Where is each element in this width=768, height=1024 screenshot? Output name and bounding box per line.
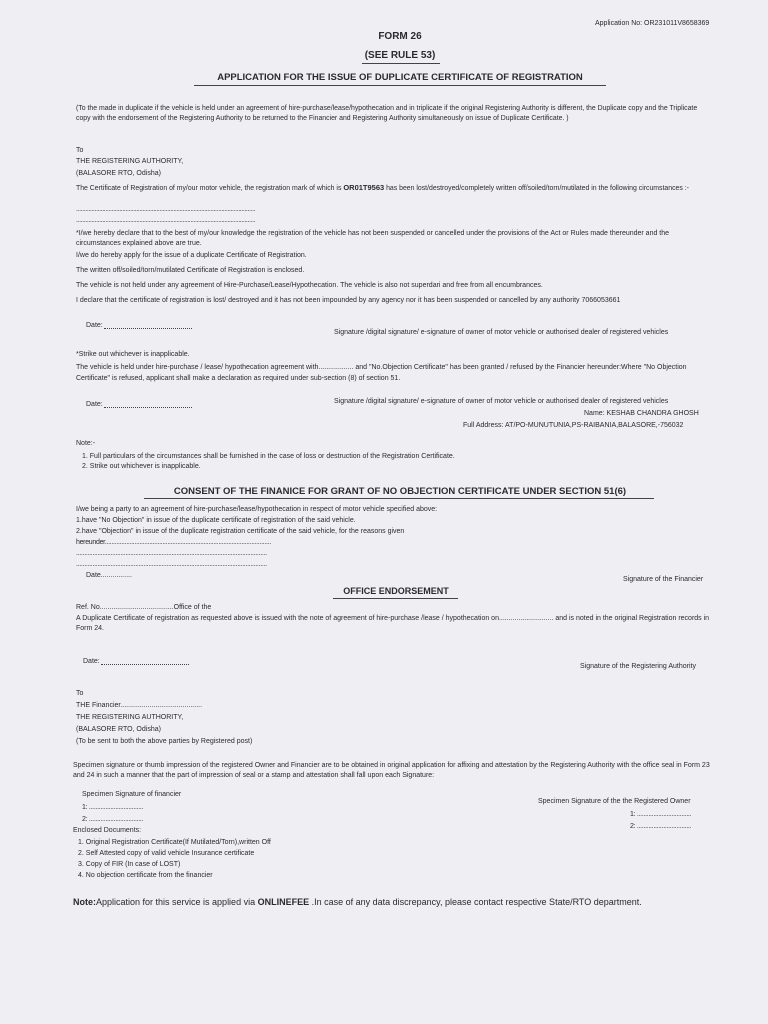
date-label-3: Date: <box>83 658 100 665</box>
specimen-owner-title: Specimen Signature of the the Registered Owner <box>538 798 691 805</box>
application-number: Application No: OR231011V8658369 <box>595 20 710 27</box>
consent-line-4: hereunder..................................................................................................... <box>76 539 271 546</box>
strike-out-note: *Strike out whichever is inapplicable. <box>76 351 190 358</box>
date-line-3 <box>101 664 189 665</box>
owner-signature-caption-1: Signature /digital signature/ e-signature of owner of motor vehicle or authorised dealer of registered vehicles <box>334 329 669 336</box>
form-title: FORM 26 <box>378 31 422 42</box>
note-title: Note:- <box>76 440 96 447</box>
final-note <box>73 896 642 908</box>
rto-line: (BALASORE RTO, Odisha) <box>76 170 161 177</box>
specimen-financier-title: Specimen Signature of financier <box>82 791 182 798</box>
reference-number: Ref. No......................................Office of the <box>76 604 212 611</box>
lost-statement: I declare that the certificate of registration is lost/ destroyed and it has not been impounded by any agency nor it has been suspended or cancelled by any authority 7066053661 <box>76 297 621 304</box>
enclosed-item-2: 2. Self Attested copy of valid vehicle Insurance certificate <box>78 850 255 857</box>
note-item-2: 2. Strike out whichever is inapplicable. <box>82 463 201 470</box>
consent-line-3: 2.have "Objection" in issue of the duplicate registration certificate of the said vehicle, for the reasons given <box>76 528 405 535</box>
date-label-1: Date: <box>86 322 103 329</box>
enclosed-statement: The written off/soiled/torn/mutilated Certificate of Registration is enclosed. <box>76 267 305 274</box>
circumstance-dots-1: .................................................................................................................... <box>76 206 256 213</box>
circumstance-dots-2: .................................................................................................................... <box>76 217 256 224</box>
enclosed-item-4: 4. No objection certificate from the financier <box>78 872 213 879</box>
registration-mark: OR01T9563 <box>343 183 385 192</box>
consent-line-2: 1.have "No Objection" in issue of the duplicate certificate of registration of the said vehicle. <box>76 517 356 524</box>
endorsement-title-underline <box>333 598 458 599</box>
consent-title: CONSENT OF THE FINANICE FOR GRANT OF NO OBJECTION CERTIFICATE UNDER SECTION 51(6) <box>173 486 627 497</box>
date-line-1 <box>104 328 192 329</box>
intro-paragraph: (To the made in duplicate if the vehicle is held under an agreement of hire-purchase/lease/hypothecation and in triplicate if the original Registering Authority is different, the Duplicate copy and the Triplicate copy with the endorsement of the Registering Authority to be returned to the Financier and Registering Authority simultaneously on issue of Duplicate Certificate. ) <box>76 105 698 122</box>
enclosed-title: Enclosed Documents: <box>73 827 142 834</box>
specimen-financier-1: 1: ................................. <box>82 804 144 811</box>
final-note-post: .In case of any data discrepancy, please contact respective State/RTO department. <box>309 897 642 907</box>
consent-date: Date................ <box>86 572 132 579</box>
main-title: APPLICATION FOR THE ISSUE OF DUPLICATE CERTIFICATE OF REGISTRATION <box>217 72 583 83</box>
authority-signature-caption: Signature of the Registering Authority <box>580 663 696 670</box>
declaration: *I/we hereby declare that to the best of my/our knowledge the registration of the vehicle has not been suspended or cancelled under the provisions of the Act or Rules made thereunder and the circumstances explained above are true. <box>76 230 670 247</box>
date-line-2 <box>104 407 192 408</box>
date-label-2: Date: <box>86 401 103 408</box>
note-item-1: 1. Full particulars of the circumstances shall be furnished in the case of loss or destruction of the Registration Certificate. <box>82 453 455 460</box>
final-note-pre: Application for this service is applied via <box>96 897 258 907</box>
send-authority-line: THE REGISTERING AUTHORITY, <box>76 714 184 721</box>
consent-dots-1: .................................................................................................................... <box>76 550 267 557</box>
main-title-underline <box>194 85 606 86</box>
consent-dots-2: .................................................................................................................... <box>76 561 267 568</box>
enclosed-item-1: 1. Original Registration Certificate(If Mutilated/Torn),written Off <box>78 839 271 846</box>
cert-suffix: has been lost/destroyed/completely written off/soiled/torn/mutilated in the following circumstances :- <box>384 185 689 192</box>
to-label: To <box>76 147 84 154</box>
enclosed-item-3: 3. Copy of FIR (In case of LOST) <box>78 861 181 868</box>
not-held-statement: The vehicle is not held under any agreement of Hire-Purchase/Lease/Hypothecation. The vehicle is also not superdari and free from all encumbrances. <box>76 282 543 289</box>
endorsement-text: A Duplicate Certificate of registration as requested above is issued with the note of agreement of hire-purchase /lease / hypothecation on............................ and is noted in the original Registration records in Form 24. <box>76 615 710 632</box>
rule-underline <box>362 63 440 64</box>
certificate-statement <box>76 183 720 194</box>
authority-line: THE REGISTERING AUTHORITY, <box>76 158 184 165</box>
final-note-via: ONLINEFEE <box>257 897 310 907</box>
hire-purchase-statement: The vehicle is held under hire-purchase / lease/ hypothecation agreement with.................. and "No.Objection Certificate" has been granted / refused by the Financier hereunder:Where "No Objection Certificate" is refused, applicant shall make a declaration as required under sub-section (8) of section 51. <box>76 364 687 382</box>
specimen-financier-2: 2: ................................. <box>82 816 144 823</box>
owner-signature-caption-2: Signature /digital signature/ e-signature of owner of motor vehicle or authorised dealer of registered vehicles <box>334 398 669 405</box>
rule-subtitle: (SEE RULE 53) <box>364 50 436 61</box>
specimen-owner-1: 1: ................................. <box>630 811 692 818</box>
cert-prefix: The Certificate of Registration of my/our motor vehicle, the registration mark of which is <box>76 185 344 192</box>
owner-name: Name: KESHAB CHANDRA GHOSH <box>584 410 699 417</box>
consent-line-1: I/we being a party to an agreement of hire-purchase/lease/hypothecation in respect of motor vehicle specified above: <box>76 506 438 513</box>
send-to-label: To <box>76 690 84 697</box>
consent-title-underline <box>144 498 654 499</box>
owner-address: Full Address: AT/PO-MUNUTUNIA,PS-RAIBANIA,BALASORE,-756032 <box>463 422 684 429</box>
specimen-paragraph: Specimen signature or thumb impression of the registered Owner and Financier are to be obtained in original application for affixing and attestation by the Registering Authority with the office seal in Form 23 and 24 in such a manner that the part of impression of seal or a stamp and attestation shall fall upon each Signature: <box>73 762 710 779</box>
endorsement-title: OFFICE ENDORSEMENT <box>343 586 449 596</box>
financier-line: THE Financier.......................................... <box>76 702 203 709</box>
final-note-label: Note: <box>73 897 96 907</box>
specimen-owner-2: 2: ................................. <box>630 823 692 830</box>
financier-signature-caption: Signature of the Financier <box>623 576 704 583</box>
registered-post-note: (To be sent to both the above parties by Registered post) <box>76 738 253 745</box>
apply-statement: I/we do hereby apply for the issue of a duplicate Certificate of Registration. <box>76 252 307 259</box>
send-rto-line: (BALASORE RTO, Odisha) <box>76 726 161 733</box>
